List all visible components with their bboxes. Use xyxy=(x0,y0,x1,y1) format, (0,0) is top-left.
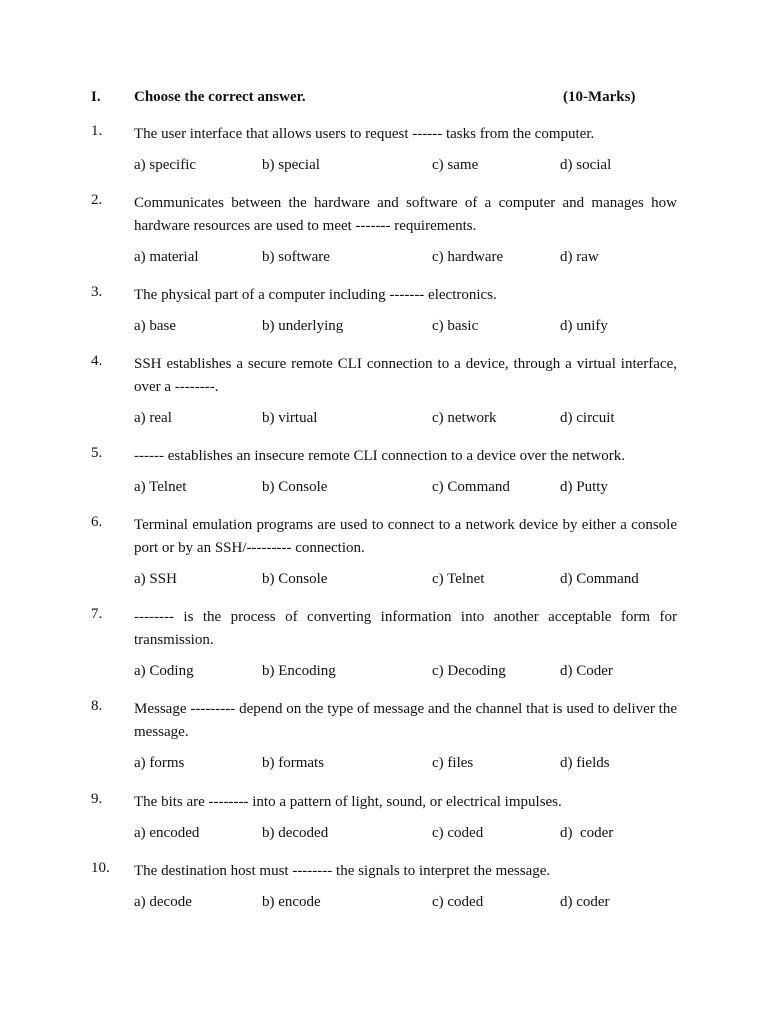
answer-options xyxy=(134,157,677,177)
option-c: c) same xyxy=(432,157,479,173)
answer-options xyxy=(134,410,677,430)
question-8 xyxy=(91,698,677,771)
option-c: c) coded xyxy=(432,825,484,841)
question-text: The bits are -------- into a pattern of light, sound, or electrical impulses. xyxy=(134,794,562,810)
option-d: d) fields xyxy=(560,755,610,771)
section-title: Choose the correct answer. xyxy=(134,89,306,105)
option-c: c) basic xyxy=(432,318,479,334)
question-text: ------ establishes an insecure remote CLI connection to a device over the network. xyxy=(134,448,626,464)
option-a: a) real xyxy=(134,410,172,426)
section-marks: (10-Marks) xyxy=(563,89,636,105)
question-number: 8. xyxy=(91,698,103,714)
question-number: 4. xyxy=(91,353,103,369)
option-c: c) network xyxy=(432,410,497,426)
question-3 xyxy=(91,284,677,334)
option-c: c) hardware xyxy=(432,249,504,265)
question-text: The user interface that allows users to request ------ tasks from the computer. xyxy=(134,126,595,142)
question-number: 2. xyxy=(91,192,103,208)
option-d: d) Coder xyxy=(560,663,613,679)
option-a: a) material xyxy=(134,249,199,265)
question-number: 3. xyxy=(91,284,103,300)
option-c: c) Decoding xyxy=(432,663,506,679)
question-text: Message --------- depend on the type of message and the channel that is used to deliver the message. xyxy=(134,701,677,740)
option-b: b) software xyxy=(262,249,330,265)
answer-options xyxy=(134,755,677,775)
option-b: b) encode xyxy=(262,894,321,910)
option-a: a) SSH xyxy=(134,571,177,587)
option-b: b) underlying xyxy=(262,318,344,334)
question-text: Terminal emulation programs are used to connect to a network device by either a console port or by an SSH/--------- connection. xyxy=(134,517,677,556)
option-b: b) Encoding xyxy=(262,663,336,679)
question-number: 6. xyxy=(91,514,103,530)
answer-options xyxy=(134,479,677,499)
option-a: a) encoded xyxy=(134,825,200,841)
question-4 xyxy=(91,353,677,426)
option-d: d) circuit xyxy=(560,410,615,426)
question-9 xyxy=(91,791,677,841)
question-10 xyxy=(91,860,677,910)
question-2 xyxy=(91,192,677,265)
answer-options xyxy=(134,663,677,683)
option-b: b) decoded xyxy=(262,825,329,841)
question-text: Communicates between the hardware and software of a computer and manages how hardware resources are used to meet ------- requirements. xyxy=(134,195,677,234)
section-number: I. xyxy=(91,89,101,105)
question-number: 10. xyxy=(91,860,110,876)
option-a: a) Telnet xyxy=(134,479,187,495)
question-number: 9. xyxy=(91,791,103,807)
question-number: 1. xyxy=(91,123,103,139)
question-7 xyxy=(91,606,677,679)
option-d: d) raw xyxy=(560,249,599,265)
question-text: The physical part of a computer including ------- electronics. xyxy=(134,287,497,303)
question-number: 7. xyxy=(91,606,103,622)
option-d: d) unify xyxy=(560,318,608,334)
option-c: c) coded xyxy=(432,894,484,910)
answer-options xyxy=(134,249,677,269)
answer-options xyxy=(134,571,677,591)
answer-options xyxy=(134,318,677,338)
option-d: d) Command xyxy=(560,571,639,587)
option-a: a) Coding xyxy=(134,663,194,679)
option-b: b) special xyxy=(262,157,320,173)
question-number: 5. xyxy=(91,445,103,461)
option-a: a) specific xyxy=(134,157,197,173)
answer-options xyxy=(134,825,677,845)
option-b: b) virtual xyxy=(262,410,318,426)
option-c: c) Command xyxy=(432,479,510,495)
option-d: d) coder xyxy=(560,894,610,910)
option-d: d) social xyxy=(560,157,612,173)
question-text: The destination host must -------- the signals to interpret the message. xyxy=(134,863,551,879)
question-text: -------- is the process of converting information into another acceptable form for transmission. xyxy=(134,609,677,648)
option-d: d) Putty xyxy=(560,479,608,495)
option-a: a) base xyxy=(134,318,177,334)
option-d: d) coder xyxy=(560,825,614,841)
section-header xyxy=(91,89,677,109)
option-a: a) forms xyxy=(134,755,185,771)
option-c: c) Telnet xyxy=(432,571,485,587)
question-6 xyxy=(91,514,677,587)
option-b: b) Console xyxy=(262,479,328,495)
option-a: a) decode xyxy=(134,894,192,910)
question-1 xyxy=(91,123,677,173)
option-b: b) formats xyxy=(262,755,325,771)
option-b: b) Console xyxy=(262,571,328,587)
question-5 xyxy=(91,445,677,495)
answer-options xyxy=(134,894,677,914)
question-text: SSH establishes a secure remote CLI connection to a device, through a virtual interface, over a --------. xyxy=(134,356,677,395)
option-c: c) files xyxy=(432,755,474,771)
